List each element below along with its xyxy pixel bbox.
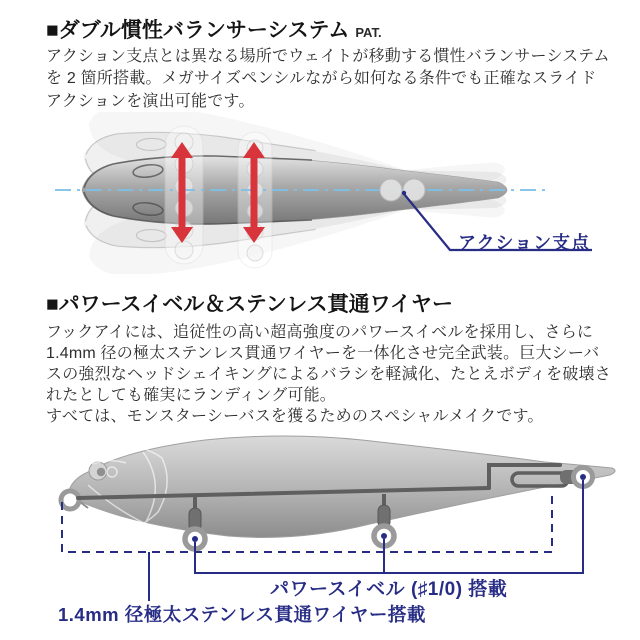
paragraph-line: すべては、モンスターシーバスを獲るためのスペシャルメイクです。: [46, 408, 544, 425]
paragraph-line: フックアイには、追従性の高い超高強度のパワースイベルを採用し、さらに: [46, 324, 594, 341]
paragraph-line: アクション支点とは異なる場所でウェイトが移動する慣性バランサーシステム: [46, 48, 610, 65]
section1-title: ■ダブル慣性バランサーシステム: [46, 19, 350, 42]
paragraph-line: アクションを演出可能です。: [46, 92, 255, 110]
paragraph-line: れたとしても確実にランディング可能。: [46, 387, 337, 404]
through-wire-label: 1.4mm 径極太ステンレス貫通ワイヤー搭載: [58, 604, 426, 625]
paragraph-line: 1.4mm 径の極太ステンレス貫通ワイヤーを一体化させ完全武装。巨大シーバ: [46, 345, 600, 362]
section2-paragraph: [46, 322, 611, 427]
section2-title: ■パワースイベル＆ステンレス貫通ワイヤー: [46, 293, 453, 316]
tail-eyelet-point: [580, 474, 586, 480]
paragraph-line: スの強烈なヘッドシェイキングによるバラシを軽減化、たとえボディを破壊さ: [46, 366, 611, 383]
nose-eyelet: [61, 491, 79, 509]
section2-heading: [46, 288, 453, 318]
power-swivel-label: パワースイベル (♯1/0) 搭載: [270, 579, 508, 600]
patent-label: PAT.: [355, 25, 382, 40]
paragraph-line: を 2 箇所搭載。メガサイズペンシルながら如何なる条件でも正確なスライド: [46, 70, 597, 88]
section1-heading: [46, 14, 382, 44]
lure-eye-pupil: [97, 468, 105, 476]
action-pivot-callout: アクション支点: [458, 233, 591, 253]
section1-paragraph: [46, 46, 610, 113]
